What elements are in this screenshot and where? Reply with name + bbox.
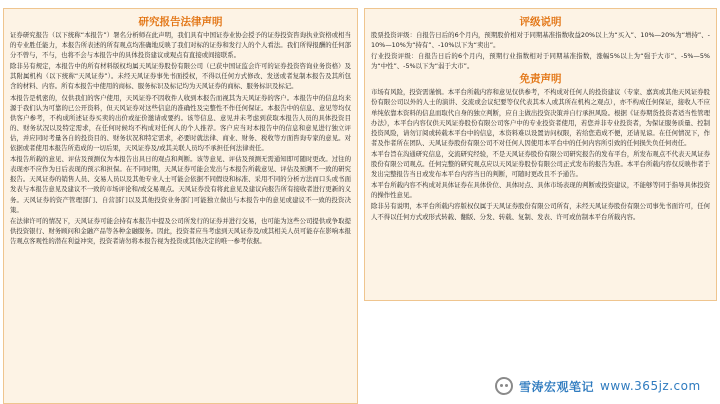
- legal-statement-title: 研究报告法律声明: [138, 16, 223, 28]
- legal-paragraph: 本报告是机密的，仅供我们的客户使用，天风证券不因收件人收到本报告而视其为天风证券的客户。本报告中的信息均来源于我们认为可靠的已公开资料，但天风证券对这些信息的准确性及完整性不作任何保证。本报告中的信息、意见等均仅供客户参考，不构成所述证券买卖的出价或征价邀请或要约。该等信息、意见并未考虑到获取本报告人员的具体投资目的、财务状况以及特定需求，在任何时候均不构成对任何人的个人推荐。客户应当对本报告中的信息和意见进行独立评估，并应同时考量各自的投资目的、财务状况和特定需求，必要时就法律、商业、财务、税收等方面咨询专家的意见。对依据或者使用本报告所造成的一切后果，天风证券及/或其关联人员均不承担任何法律责任。: [10, 93, 351, 153]
- legal-paragraph: 本报告所载的意见、评估及预测仅为本报告出具日的观点和判断。该等意见、评估及预测无需通知即可随时更改。过往的表现亦不应作为日后表现的预示和担保。在不同时期，天风证券可能会发出与本报告所载意见、评估及预测不一致的研究报告。天风证券的销售人员、交易人员以及其他专业人士可能会依据不同假设和标准、采用不同的分析方法而口头或书面发表与本报告意见及建议不一致的市场评论和/或交易观点。天风证券没有将此意见及建议向报告所有接收者进行更新的义务。天风证券的资产管理部门、自营部门以及其他投资业务部门可能独立做出与本报告中的意见或建议不一致的投资决策。: [10, 155, 351, 214]
- wechat-icon: [495, 377, 513, 395]
- disclaimer-paragraph: 市场有风险，投资需谨慎。本平台所载内容和意见仅供参考，不构成对任何人的投资建议（专家、嘉宾或其他天风证券股份有限公司以外的人士的演讲、交流或会议纪要等仅代表其本人或其所在机构之观点），亦不构成任何保证，接收人不应单纯依靠本资料的信息而取代自身的独立判断，应自主做出投资决策并自行承担风险。根据《证券期货投资者适当性管理办法》，本平台内容仅供天风证券股份有限公司客户中的专业投资者使用，若您并非专业投资者，为保证服务质量、控制投资风险，请勿订阅或转载本平台中的信息，本资料难以设置访问权限，若给您造成不便，还请见谅。在任何情况下，作者及作者所在团队、天风证券股份有限公司不对任何人因使用本平台中的任何内容所引致的任何损失负任何责任。: [371, 88, 710, 147]
- legal-paragraph: 证券研究报告（以下统称“本报告”）署名分析师在此声明，我们具有中国证券业协会授予的证券投资咨询执业资格或相当的专业胜任能力，本报告所表述的所有观点均准确地反映了我们对标的证券和发行人的个人看法。我们所得报酬的任何部分不曾与，不与，也将不会与本报告中的具体投资建议或观点有直接或间接联系。: [10, 31, 351, 60]
- disclaimer-paragraph: 本平台旨在沟通研究信息，交流研究经验，不是天风证券股份有限公司研究报告的发布平台，所发布观点不代表天风证券股份有限公司观点。任何完整的研究观点应以天风证券股份有限公司正式发布的报告为准。本平台所载内容仅反映作者于发出完整报告当日或发布本平台内容当日的判断，可随时更改且不予通告。: [371, 149, 710, 179]
- legal-paragraph: 除非另有规定，本报告中的所有材料版权均属天风证券股份有限公司（已获中国证监会许可的证券投资咨询业务资格）及其附属机构（以下统称“天风证券”）。未经天风证券事先书面授权，不得以任何方式修改、发送或者复制本报告及其所包含的材料、内容。所有本报告中使用的商标、服务标识及标记均为天风证券的商标、服务标识及标记。: [10, 62, 351, 91]
- rating-title: 评级说明: [519, 16, 562, 28]
- rating-paragraph: 股票投资评级：自报告日后的6个月内，预期股价相对于同期基准指数收益20%以上为“买入”、10%—20%为“增持”、-10%—10%为“持有”、-10%以下为“卖出”。: [371, 31, 710, 50]
- rating-disclaimer-panel: [364, 8, 717, 301]
- site-watermark: www.365jz.com: [600, 379, 701, 393]
- account-name: 雪涛宏观笔记: [519, 379, 595, 394]
- disclaimer-title: 免责声明: [519, 73, 562, 86]
- rating-paragraph: 行业投资评级：自报告日后的6个月内，预期行业指数相对于同期基准指数，涨幅5%以上为“强于大市”、-5%—5%为“中性”、-5%以下为“弱于大市”。: [371, 52, 710, 71]
- disclaimer-paragraph: 本平台所载内容不构成对具体证券在具体价位、具体时点、具体市场表现的判断或投资建议，不能够等同于指导具体投资的操作性意见。: [371, 181, 710, 200]
- disclaimer-paragraph: 除非另有说明，本平台所载内容版权仅属于天风证券股份有限公司所有，未经天风证券股份有限公司事先书面许可，任何人不得以任何方式或形式转载、翻版、分发、转载、复制、发表、许可或仿制本平台所载内容。: [371, 202, 710, 221]
- legal-paragraph: 在法律许可的情况下，天风证券可能会持有本报告中提及公司所发行的证券并进行交易，也可能为这些公司提供或争取提供投资银行、财务顾问和金融产品等各种金融服务。因此，投资者应当考虑到天风证券及/或其相关人员可能存在影响本报告观点客观性的潜在利益冲突，投资者请勿将本报告视为投资或其他决定的唯一参考依据。: [10, 216, 351, 245]
- legal-statement-panel: [3, 8, 358, 404]
- watermark-footer: [495, 374, 717, 398]
